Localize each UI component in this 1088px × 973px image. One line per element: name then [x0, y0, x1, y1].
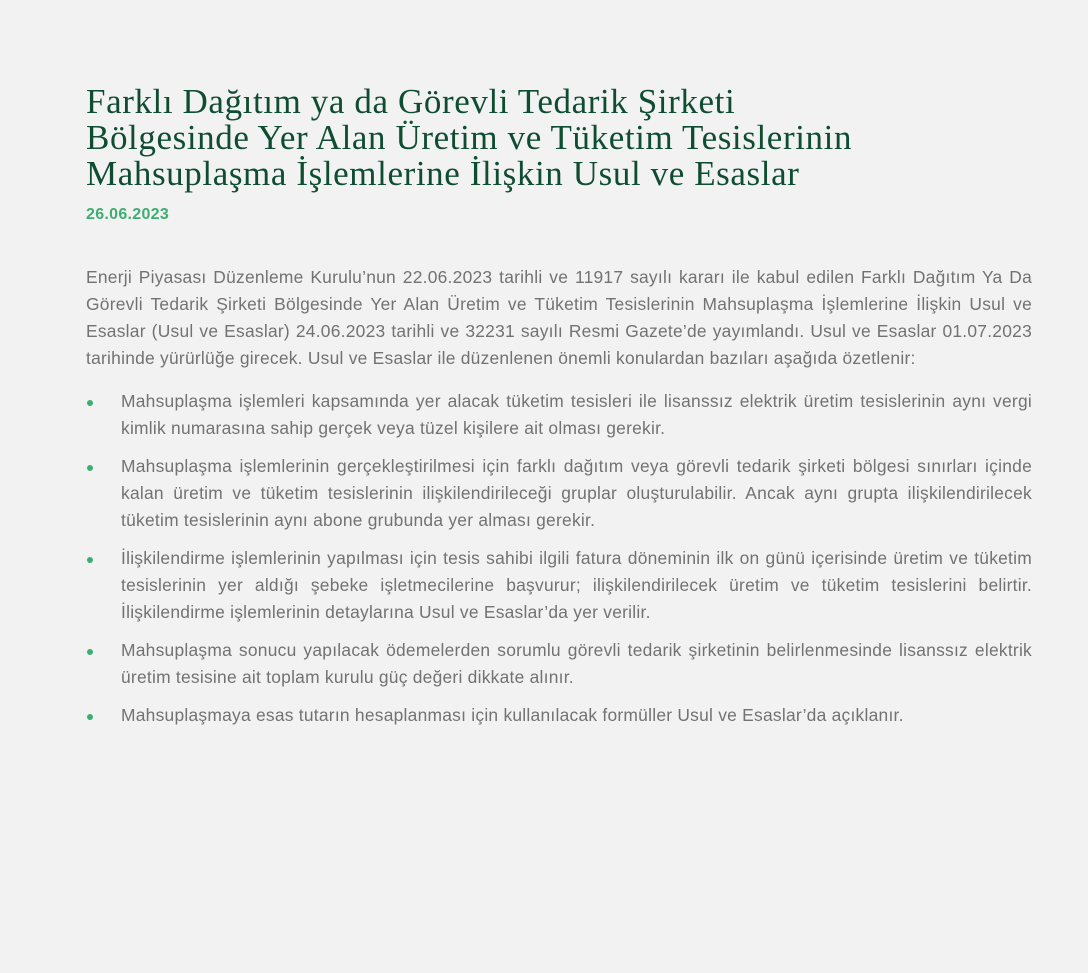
article-intro: Enerji Piyasası Düzenleme Kurulu’nun 22.06.2023 tarihli ve 11917 sayılı kararı ile kabul edilen Farklı Dağıtım Ya Da Görevli Tedarik Şirketi Bölgesinde Yer Alan Üretim ve Tüketim Tesislerinin Mahsuplaşma İşlemlerine İlişkin Usul ve Esaslar (Usul ve Esaslar) 24.06.2023 tarihli ve 32231 sayılı Resmi Gazete’de yayımlandı. Usul ve Esaslar 01.07.2023 tarihinde yürürlüğe girecek. Usul ve Esaslar ile düzenlenen önemli konulardan bazıları aşağıda özetlenir: — [86, 267, 1032, 368]
list-item — [86, 545, 1032, 626]
bullet-dot-icon — [87, 714, 93, 720]
list-item — [86, 453, 1032, 534]
list-item-text: Mahsuplaşma işlemleri kapsamında yer alacak tüketim tesisleri ile lisanssız elektrik üretim tesislerinin aynı vergi kimlik numarasına sahip gerçek veya tüzel kişilere ait olması gerekir. — [121, 391, 1032, 438]
list-item — [86, 637, 1032, 691]
list-item-text: İlişkilendirme işlemlerinin yapılması için tesis sahibi ilgili fatura döneminin ilk on günü içerisinde üretim ve tüketim tesislerinin yer aldığı şebeke işletmecilerine başvurur; ilişkilendirilecek üretim ve tüketim tesislerini belirtir. İlişkilendirme işlemlerinin detaylarına Usul ve Esaslar’da yer verilir. — [121, 548, 1032, 622]
bullet-dot-icon — [87, 465, 93, 471]
bullet-dot-icon — [87, 400, 93, 406]
summary-list — [86, 388, 1032, 729]
bullet-dot-icon — [87, 649, 93, 655]
list-item — [86, 388, 1032, 442]
article-title: Farklı Dağıtım ya da Görevli Tedarik Şirketi Bölgesinde Yer Alan Üretim ve Tüketim Tesislerinin Mahsuplaşma İşlemlerine İlişkin Usul ve Esaslar — [86, 82, 853, 193]
bullet-dot-icon — [87, 557, 93, 563]
article-date: 26.06.2023 — [86, 206, 170, 223]
list-item-text: Mahsuplaşma işlemlerinin gerçekleştirilmesi için farklı dağıtım veya görevli tedarik şirketi bölgesi sınırları içinde kalan üretim ve tüketim tesislerinin ilişkilendirileceği gruplar oluşturulabilir. Ancak aynı grupta ilişkilendirilecek tüketim tesislerinin aynı abone grubunda yer alması gerekir. — [121, 456, 1032, 530]
list-item-text: Mahsuplaşmaya esas tutarın hesaplanması için kullanılacak formüller Usul ve Esaslar’da açıklanır. — [121, 705, 904, 725]
list-item-text: Mahsuplaşma sonucu yapılacak ödemelerden sorumlu görevli tedarik şirketinin belirlenmesinde lisanssız elektrik üretim tesisine ait toplam kurulu güç değeri dikkate alınır. — [121, 640, 1032, 687]
article — [86, 84, 1032, 740]
list-item — [86, 702, 1032, 729]
